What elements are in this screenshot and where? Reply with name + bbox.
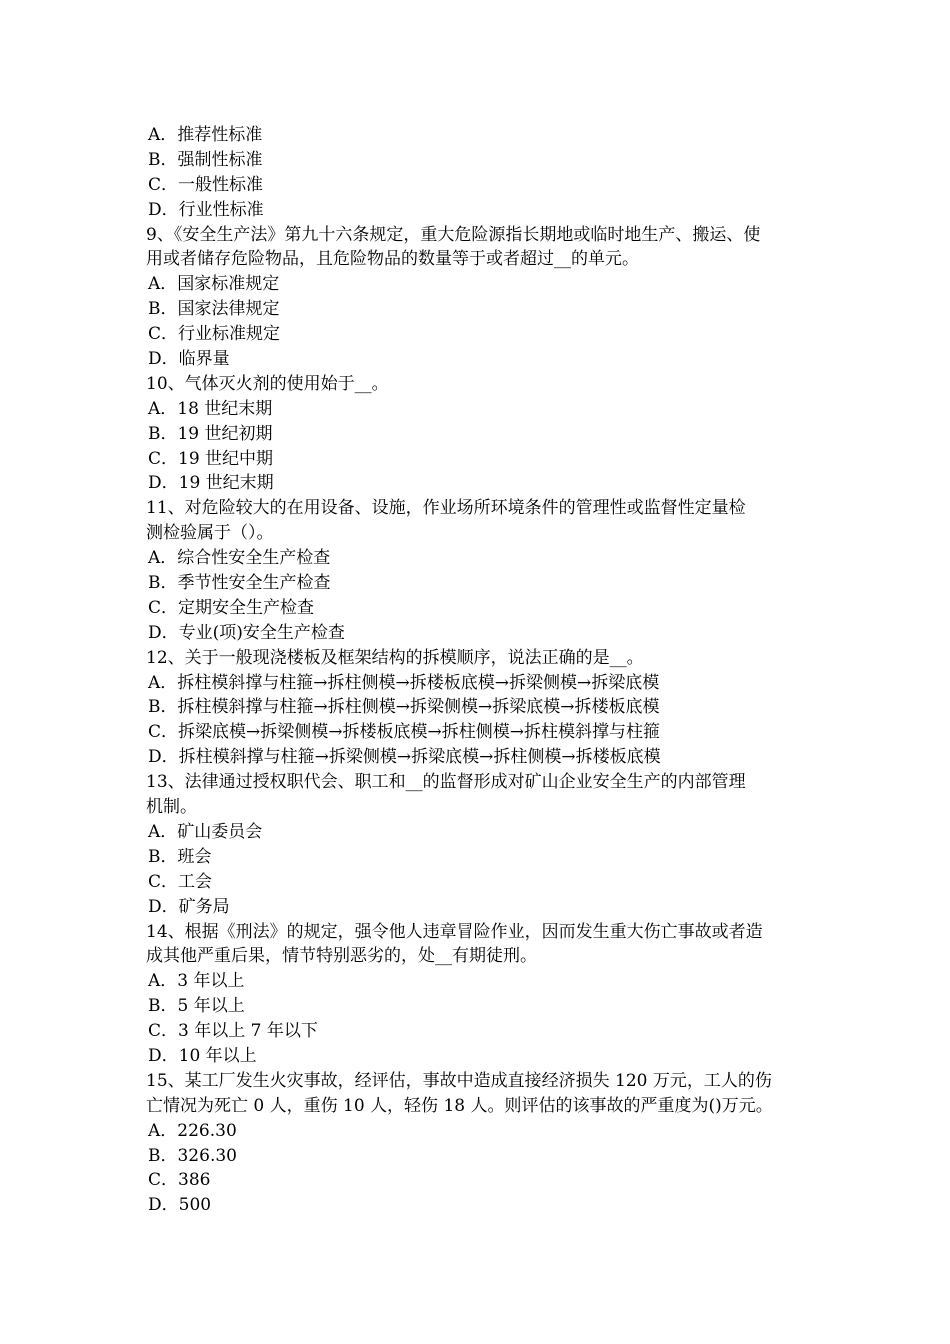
question-text-line: 用或者储存危险物品，且危险物品的数量等于或者超过__的单元。 bbox=[146, 249, 639, 270]
question-text-line: 机制。 bbox=[146, 797, 197, 818]
answer-option-line: B．326.30 bbox=[148, 1145, 237, 1166]
answer-option-line: D．临界量 bbox=[148, 349, 230, 370]
answer-option-line: C．行业标准规定 bbox=[148, 324, 281, 345]
question-text-line: 11、对危险较大的在用设备、设施，作业场所环境条件的管理性或监督性定量检 bbox=[146, 498, 746, 519]
question-text-line: 14、根据《刑法》的规定，强令他人违章冒险作业，因而发生重大伤亡事故或者造 bbox=[146, 921, 763, 942]
answer-option-line: A．国家标准规定 bbox=[148, 274, 280, 295]
answer-option-line: D．行业性标准 bbox=[148, 199, 264, 220]
answer-option-line: B．19 世纪初期 bbox=[148, 423, 273, 444]
document-page bbox=[146, 123, 816, 1218]
question-text-line: 9、《安全生产法》第九十六条规定，重大危险源指长期地或临时地生产、搬运、使 bbox=[146, 224, 761, 245]
answer-option-line: B．拆柱模斜撑与柱箍→拆柱侧模→拆梁侧模→拆梁底模→拆楼板底模 bbox=[148, 697, 660, 718]
answer-option-line: C．定期安全生产检查 bbox=[148, 597, 315, 618]
answer-option-line: C．一般性标准 bbox=[148, 174, 264, 195]
question-text-line: 亡情况为死亡 0 人，重伤 10 人，轻伤 18 人。则评估的该事故的严重度为()万元。 bbox=[146, 1095, 773, 1116]
answer-option-line: C．工会 bbox=[148, 871, 213, 892]
answer-option-line: A．18 世纪末期 bbox=[148, 398, 273, 419]
answer-option-line: D．10 年以上 bbox=[148, 1045, 257, 1066]
question-text-line: 成其他严重后果，情节特别恶劣的，处__有期徒刑。 bbox=[146, 946, 537, 967]
answer-option-line: D．专业(项)安全生产检查 bbox=[148, 622, 345, 643]
answer-option-line: A．矿山委员会 bbox=[148, 821, 263, 842]
answer-option-line: D．19 世纪末期 bbox=[148, 473, 274, 494]
question-text-line: 测检验属于（）。 bbox=[146, 523, 274, 544]
answer-option-line: C．19 世纪中期 bbox=[148, 448, 274, 469]
answer-option-line: D．500 bbox=[148, 1195, 212, 1216]
answer-option-line: C．拆梁底模→拆梁侧模→拆楼板底模→拆柱侧模→拆柱模斜撑与柱箍 bbox=[148, 722, 660, 743]
answer-option-line: B．班会 bbox=[148, 846, 212, 867]
question-text-line: 10、气体灭火剂的使用始于__。 bbox=[146, 373, 389, 394]
answer-option-line: B．国家法律规定 bbox=[148, 299, 280, 320]
answer-option-line: A．3 年以上 bbox=[148, 971, 245, 992]
answer-option-line: D．拆柱模斜撑与柱箍→拆梁侧模→拆梁底模→拆柱侧模→拆楼板底模 bbox=[148, 747, 661, 768]
answer-option-line: D．矿务局 bbox=[148, 896, 230, 917]
answer-option-line: A．推荐性标准 bbox=[148, 125, 263, 145]
question-text-line: 12、关于一般现浇楼板及框架结构的拆模顺序，说法正确的是__。 bbox=[146, 647, 644, 668]
answer-option-line: A．拆柱模斜撑与柱箍→拆柱侧模→拆楼板底模→拆梁侧模→拆梁底模 bbox=[148, 672, 660, 693]
answer-option-line: C．3 年以上 7 年以下 bbox=[148, 1021, 318, 1042]
answer-option-line: C．386 bbox=[148, 1170, 211, 1191]
answer-option-line: B．季节性安全生产检查 bbox=[148, 573, 331, 594]
answer-option-line: B．5 年以上 bbox=[148, 996, 245, 1017]
answer-option-line: A．综合性安全生产检查 bbox=[148, 548, 331, 569]
question-text-line: 13、法律通过授权职代会、职工和__的监督形成对矿山企业安全生产的内部管理 bbox=[146, 772, 746, 793]
question-text-line: 15、某工厂发生火灾事故，经评估，事故中造成直接经济损失 120 万元，工人的伤 bbox=[146, 1070, 772, 1091]
answer-option-line: B．强制性标准 bbox=[148, 149, 263, 170]
answer-option-line: A．226.30 bbox=[148, 1120, 237, 1141]
